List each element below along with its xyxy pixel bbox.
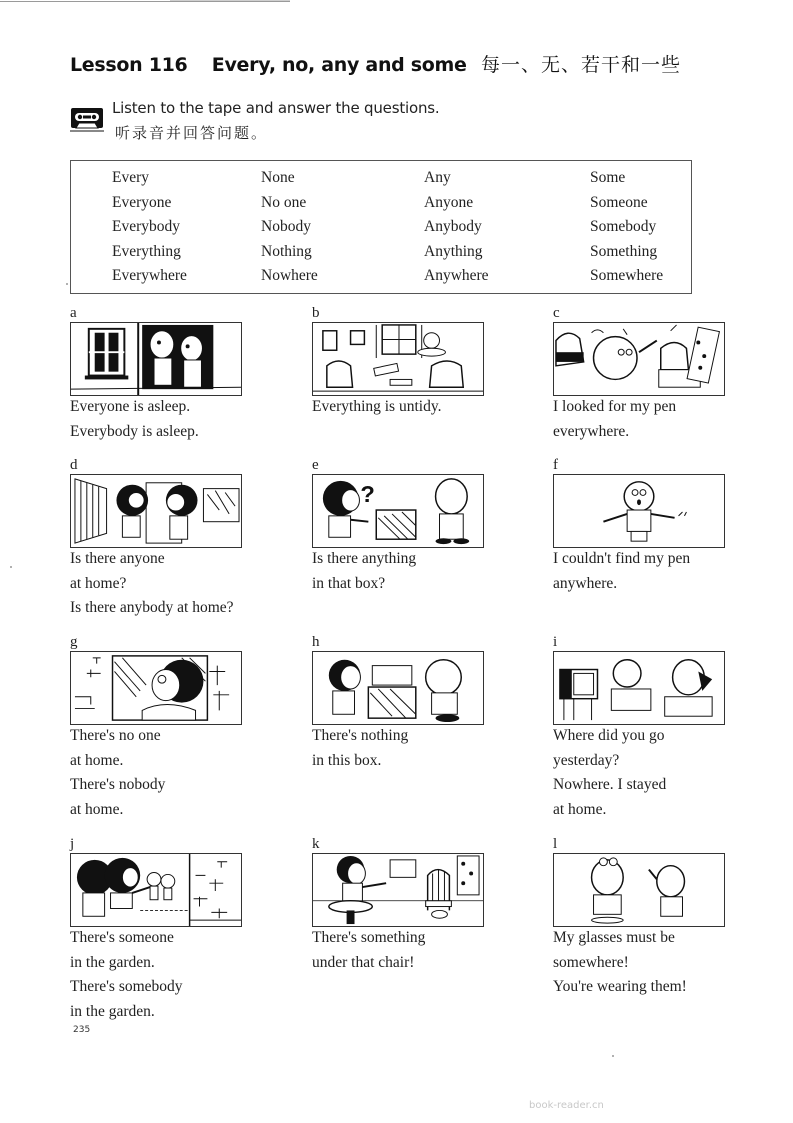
panel-letter: e [312, 457, 319, 473]
caption-line: There's somebody [70, 978, 183, 995]
caption-line: There's nobody [70, 776, 166, 793]
instruction-chinese: 听录音并回答问题。 [115, 124, 269, 142]
caption-line: in this box. [312, 751, 382, 769]
word-cell: Nowhere [261, 267, 318, 284]
caption-line: Nowhere. I stayed [553, 776, 667, 793]
caption [70, 550, 250, 624]
caption [70, 929, 250, 1027]
panel-g [70, 634, 250, 825]
lesson-number: Lesson 116 [70, 54, 188, 76]
lesson-title [70, 50, 681, 77]
word-column-some [590, 169, 663, 292]
caption-line: Is there anyone [70, 550, 165, 567]
caption [553, 727, 733, 825]
word-cell: Something [590, 242, 658, 260]
word-cell: Anyone [424, 193, 474, 211]
word-cell: Everywhere [112, 267, 187, 284]
panel-a [70, 305, 250, 447]
caption-line: at home. [70, 800, 124, 818]
instruction-english: Listen to the tape and answer the questions. [112, 99, 440, 117]
caption [312, 727, 492, 776]
caption-line: at home. [70, 751, 124, 769]
word-table [70, 160, 692, 294]
caption [553, 550, 733, 599]
word-cell: Anywhere [424, 267, 489, 284]
panel-letter: g [70, 634, 78, 650]
illustration-sleeping-house [70, 322, 242, 396]
illustration-at-the-door [70, 474, 242, 548]
caption [553, 398, 733, 447]
caption-line: I couldn't find my pen [553, 550, 691, 567]
panel-b [312, 305, 492, 423]
scan-speck [10, 566, 12, 568]
illustration-searching-for-pen [553, 322, 725, 396]
caption-line: under that chair! [312, 953, 415, 971]
word-cell: No one [261, 193, 307, 211]
word-cell: Anybody [424, 218, 482, 235]
caption-line: Is there anything [312, 550, 417, 567]
word-cell: Everything [112, 242, 181, 260]
word-cell: Every [112, 169, 150, 186]
word-cell: Somebody [590, 218, 657, 235]
panel-letter: c [553, 305, 560, 321]
panel-e [312, 457, 492, 599]
caption-line: anywhere. [553, 574, 618, 592]
illustration-empty-chest [312, 651, 484, 725]
caption-line: Everything is untidy. [312, 398, 442, 415]
page-edge-rule-faint [170, 0, 290, 1]
caption [553, 929, 733, 1003]
word-cell: Everyone [112, 193, 172, 211]
caption-line: at home. [553, 800, 607, 818]
panel-c [553, 305, 733, 447]
word-column-any [424, 169, 489, 292]
illustration-under-chair [312, 853, 484, 927]
panel-f [553, 457, 733, 599]
word-cell: None [261, 169, 295, 186]
caption-line: in the garden. [70, 953, 155, 971]
caption-line: in the garden. [70, 1002, 155, 1020]
word-cell: Anything [424, 242, 483, 260]
panel-j [70, 836, 250, 1027]
illustration-box-question [312, 474, 484, 548]
caption-line: Is there anybody at home? [70, 599, 234, 616]
scan-speck [66, 283, 68, 285]
page-edge-rule [0, 1, 290, 2]
caption [312, 929, 492, 978]
caption-line: yesterday? [553, 751, 620, 769]
panel-letter: b [312, 305, 320, 321]
illustration-watching-tv [553, 651, 725, 725]
illustration-untidy-room [312, 322, 484, 396]
panel-letter: h [312, 634, 320, 650]
word-cell: Somewhere [590, 267, 664, 284]
panel-k [312, 836, 492, 978]
panel-letter: a [70, 305, 77, 321]
caption-line: in that box? [312, 574, 386, 592]
word-cell: Someone [590, 193, 648, 211]
lesson-title-zh: 每一、无、若干和一些 [480, 54, 681, 76]
word-cell: Nobody [261, 218, 311, 235]
svg-text:?: ? [360, 481, 375, 508]
caption-line: everywhere. [553, 422, 630, 440]
panel-letter: l [553, 836, 558, 852]
word-cell: Any [424, 169, 451, 186]
illustration-glasses [553, 853, 725, 927]
panel-l [553, 836, 733, 1003]
word-column-none [261, 169, 318, 292]
panel-letter: d [70, 457, 78, 473]
caption-line: You're wearing them! [553, 978, 687, 995]
panel-letter: k [312, 836, 320, 852]
caption-line: There's someone [70, 929, 174, 946]
scan-speck [612, 1055, 614, 1057]
caption-line: I looked for my pen [553, 398, 677, 415]
caption-line: somewhere! [553, 953, 629, 971]
caption-line: at home? [70, 574, 127, 592]
panel-i [553, 634, 733, 825]
caption [70, 398, 250, 447]
illustration-puzzled-man [553, 474, 725, 548]
caption-line: There's nothing [312, 727, 409, 744]
word-cell: Nothing [261, 242, 312, 260]
caption-line: Everybody is asleep. [70, 422, 199, 440]
caption-line: My glasses must be [553, 929, 675, 946]
panel-d [70, 457, 250, 624]
caption [70, 727, 250, 825]
illustration-garden [70, 853, 242, 927]
caption-line: Where did you go [553, 727, 665, 744]
lesson-title-en: Every, no, any and some [211, 54, 467, 76]
caption [312, 550, 492, 599]
panel-letter: i [553, 634, 558, 650]
word-column-every [112, 169, 187, 292]
word-cell: Everybody [112, 218, 181, 235]
illustration-window-no-one [70, 651, 242, 725]
caption [312, 398, 492, 423]
page-number: 235 [73, 1025, 91, 1035]
caption-line: There's no one [70, 727, 161, 744]
panel-letter: j [70, 836, 75, 852]
caption-line: There's something [312, 929, 426, 946]
caption-line: Everyone is asleep. [70, 398, 191, 415]
panel-h [312, 634, 492, 776]
panel-letter: f [553, 457, 558, 473]
cassette-tape-icon [70, 107, 104, 133]
watermark: book-reader.cn [529, 1100, 604, 1111]
word-cell: Some [590, 169, 626, 186]
